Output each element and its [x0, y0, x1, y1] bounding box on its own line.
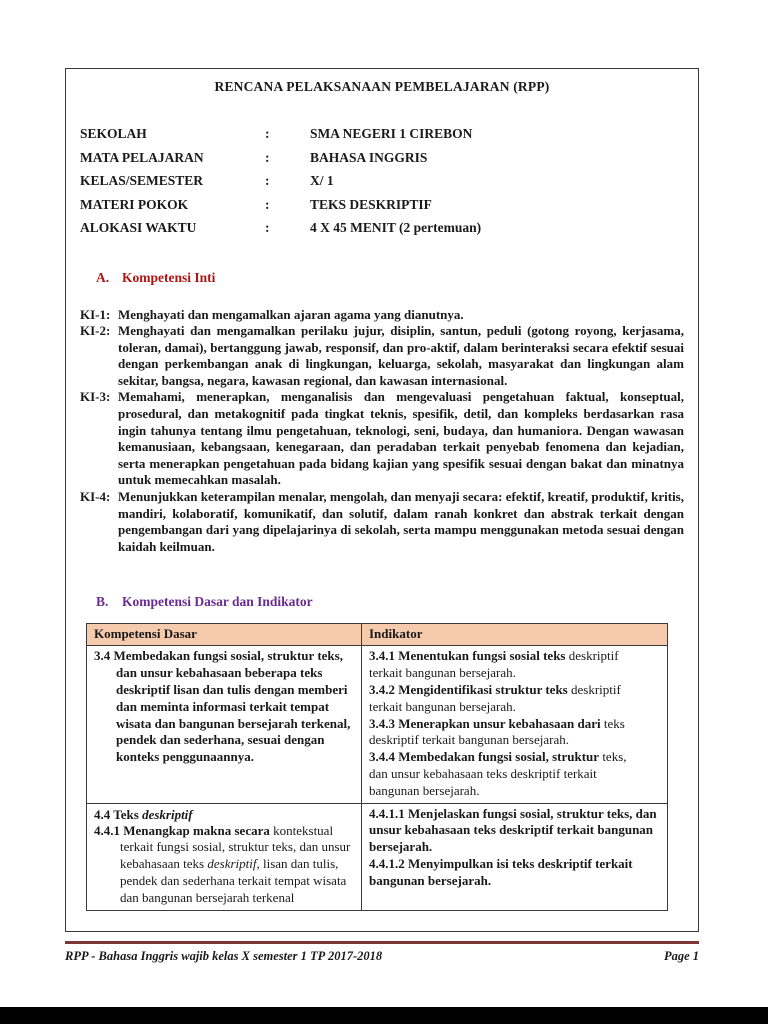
ki-text: Menunjukkan keterampilan menalar, mengolah, dan menyaji secara: efektif, kreatif, produktif, kritis, mandiri, kolaboratif, komunikatif, dan solutif, dalam ranah konkret dan abstrak terkait dengan pengembangan dari yang dipelajarinya di sekolah, serta mampu menggunakan metoda sesuai dengan kaidah keilmuan.	[118, 489, 684, 554]
ki-text: Menghayati dan mengamalkan ajaran agama yang dianutnya.	[118, 306, 464, 322]
kompetensi-inti-list	[80, 307, 684, 556]
meta-label: MATA PELAJARAN	[80, 149, 204, 165]
kd-cell-44	[87, 803, 362, 910]
ki-text: Memahami, menerapkan, menganalisis dan mengevaluasi pengetahuan faktual, konseptual, prosedural, dan metakognitif pada tingkat teknis, spesifik, detil, dan kompleks berdasarkan rasa ingin tahunya tentang ilmu pengetahuan, teknologi, seni, budaya, dan humaniora. Dengan wawasan kemanusiaan, kebangsaan, kenegaraan, dan peradaban terkait penyebab fenomena dan kejadian, serta menerapkan pengetahuan pada bidang kajian yang spesifik sesuai dengan bakat dan minatnya untuk memecahkan masalah.	[118, 389, 684, 488]
indicator-item: 3.4.1 Menentukan fungsi sosial teks deskriptif terkait bangunan bersejarah.	[369, 648, 619, 681]
meta-value: BAHASA INGGRIS	[310, 149, 428, 165]
footer-text-row	[65, 949, 699, 964]
table-row-34	[87, 646, 668, 803]
document-title: RENCANA PELAKSANAAN PEMBELAJARAN (RPP)	[214, 79, 550, 94]
meta-row-materi-pokok	[80, 193, 684, 217]
meta-row-kelas-semester	[80, 169, 684, 193]
section-a-letter: A.	[96, 269, 110, 285]
indicator-item: 3.4.3 Menerapkan unsur kebahasaan dari teks deskriptif terkait bangunan bersejarah.	[369, 715, 625, 748]
meta-label: SEKOLAH	[80, 126, 147, 141]
footer-document-label: RPP - Bahasa Inggris wajib kelas X semester 1 TP 2017-2018	[65, 949, 383, 963]
indicator-item: 4.4.1.2 Menyimpulkan isi teks deskriptif terkait bangunan bersejarah.	[369, 855, 633, 888]
page-footer	[65, 941, 699, 964]
meta-value: SMA NEGERI 1 CIREBON	[310, 126, 473, 141]
ki-label: KI-3:	[80, 389, 111, 405]
section-a-heading	[96, 270, 684, 286]
indicator-item: 3.4.4 Membedakan fungsi sosial, struktur teks, dan unsur kebahasaan teks deskriptif terkait bangunan bersejarah.	[369, 749, 627, 798]
section-b-letter: B.	[96, 594, 109, 610]
meta-value: 4 X 45 MENIT (2 pertemuan)	[310, 220, 482, 235]
meta-separator: :	[265, 173, 270, 188]
meta-row-sekolah	[80, 122, 684, 146]
header-kompetensi-dasar: Kompetensi Dasar	[87, 624, 362, 646]
ki-text: Menghayati dan mengamalkan perilaku jujur, disiplin, santun, peduli (gotong royong, kerjasama, toleran, damai), bertanggung jawab, responsif, dan pro-aktif, dalam berinteraksi secara efektif sesuai dengan perkembangan anak di lingkungan, keluarga, sekolah, masyarakat dan lingkungan alam sekitar, bangsa, negara, kawasan regional, dan kawasan internasional.	[118, 323, 684, 388]
meta-separator: :	[265, 196, 270, 212]
ki-item-3	[80, 389, 684, 489]
indicator-item: 4.4.1.1 Menjelaskan fungsi sosial, struktur teks, dan unsur kebahasaan teks deskriptif terkait bangunan bersejarah.	[369, 805, 657, 855]
meta-value: X/ 1	[310, 173, 334, 188]
meta-separator: :	[265, 149, 270, 165]
section-b-title: Kompetensi Dasar dan Indikator	[122, 594, 313, 610]
meta-separator: :	[265, 126, 270, 141]
meta-value: TEKS DESKRIPTIF	[310, 196, 432, 212]
footer-rule	[65, 941, 699, 944]
kd-text-441: 4.4.1 Menangkap makna secara kontekstual terkait fungsi sosial, struktur teks, dan unsur kebahasaan teks deskriptif, lisan dan tulis, pendek dan sederhana terkait tempat wisata dan bangunan bersejarah terkenal	[94, 822, 351, 905]
indikator-cell-34	[362, 646, 668, 803]
kd-title-44: 4.4 Teks deskriptif	[94, 806, 193, 822]
meta-label: MATERI POKOK	[80, 196, 189, 212]
table-row-44	[87, 803, 668, 910]
page-number: Page 1	[663, 949, 699, 963]
section-a-title: Kompetensi Inti	[122, 269, 216, 285]
ki-label: KI-1:	[80, 306, 111, 322]
ki-item-2	[80, 323, 684, 389]
document-content-box	[65, 68, 699, 932]
scan-edge-bar	[0, 1007, 768, 1024]
meta-label: KELAS/SEMESTER	[80, 173, 204, 188]
ki-label: KI-4:	[80, 489, 111, 505]
meta-label: ALOKASI WAKTU	[80, 220, 197, 235]
indicator-item: 3.4.2 Mengidentifikasi struktur teks deskriptif terkait bangunan bersejarah.	[369, 682, 621, 714]
ki-label: KI-2:	[80, 323, 111, 339]
table-header-row	[87, 624, 668, 646]
document-meta-block	[80, 122, 684, 240]
kd-cell-34	[87, 646, 362, 803]
meta-row-alokasi-waktu	[80, 216, 684, 240]
ki-item-4	[80, 489, 684, 555]
section-b-heading	[96, 594, 684, 610]
meta-row-mata-pelajaran	[80, 146, 684, 170]
kd-text-34: 3.4 Membedakan fungsi sosial, struktur teks, dan unsur kebahasaan beberapa teks deskriptif lisan dan tulis dengan memberi dan meminta informasi terkait tempat wisata dan bangunan bersejarah terkenal, pendek dan sederhana, sesuai dengan konteks penggunaannya.	[94, 648, 351, 765]
meta-separator: :	[265, 220, 270, 235]
indikator-cell-44	[362, 803, 668, 910]
ki-item-1	[80, 307, 684, 324]
kd-indikator-table	[86, 623, 668, 910]
header-indikator: Indikator	[362, 624, 668, 646]
